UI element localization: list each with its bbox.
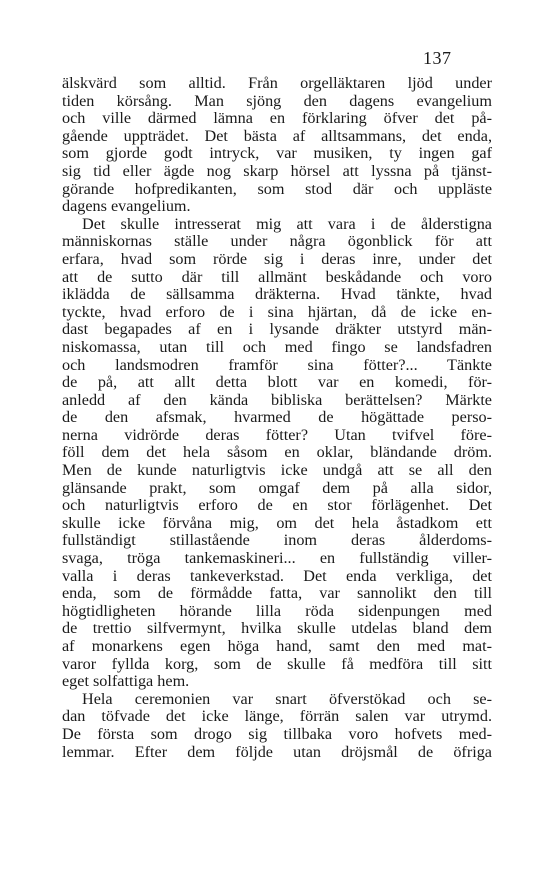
text-line: eget solfattiga hem.: [62, 672, 190, 691]
text-line: och landsmodren framför sina fötter?... Tänkte: [62, 355, 492, 374]
text-line: tyckte, hvad erforo de i sina hjärtan, då de icke en-: [62, 302, 492, 321]
text-line: människornas ställe under några ögonblick för att: [62, 232, 492, 251]
text-line: anledd af den kända bibliska berättelsen? Märkte: [62, 390, 492, 409]
text-line: Men de kunde naturligtvis icke undgå att se all den: [62, 461, 492, 480]
text-line: föll dem det hela såsom en oklar, bländande dröm.: [62, 443, 492, 462]
text-line: niskomassa, utan till och med fingo se landsfadren: [62, 337, 492, 356]
text-line: att de sutto där till allmänt beskådande och voro: [62, 267, 492, 286]
text-line: varor fyllda korg, som de skulle få medföra till sitt: [62, 654, 492, 673]
text-line: iklädda de sällsamma dräkterna. Hvad tänkte, hvad: [62, 285, 492, 304]
text-line: de på, att allt detta blott var en komedi, för-: [62, 373, 492, 392]
body-text: [62, 75, 492, 761]
text-line: skulle icke förvåna mig, om det hela åstadkom ett: [62, 513, 492, 532]
text-line: sig tid eller ägde nog skarp hörsel att lyssna på tjänst-: [62, 161, 492, 180]
text-line: Det skulle intresserat mig att vara i de ålderstigna: [82, 214, 492, 233]
text-line: erfara, hvad som rörde sig i deras inre, under det: [62, 249, 492, 268]
text-line: de den afsmak, hvarmed de högättade perso-: [62, 408, 492, 427]
text-line: tiden körsång. Man sjöng den dagens evangelium: [62, 91, 492, 110]
text-line: de trettio silfvermynt, hvilka skulle utdelas bland dem: [62, 619, 492, 638]
text-line: högtidligheten hörande lilla röda sidenpungen med: [62, 601, 492, 620]
text-line: fullständigt stillastående inom deras ålderdoms-: [62, 531, 492, 550]
text-line: och naturligtvis erforo de en stor förlägenhet. Det: [62, 496, 492, 515]
text-line: och ville därmed lämna en förklaring öfver det på-: [62, 109, 492, 128]
text-line: enda, som de förmådde fatta, var sannolikt den till: [62, 584, 492, 603]
text-line: dagens evangelium.: [62, 197, 191, 216]
text-line: gående uppträdet. Det bästa af alltsammans, det enda,: [62, 126, 492, 145]
text-line: älskvärd som alltid. Från orgelläktaren ljöd under: [62, 74, 492, 92]
text-line: dan töfvade det icke länge, förrän salen var utrymd.: [62, 707, 492, 726]
text-line: lemmar. Efter dem följde utan dröjsmål de öfriga: [62, 742, 492, 761]
text-line: Hela ceremonien var snart öfverstökad och se-: [82, 689, 492, 708]
text-line: nerna vidrörde deras fötter? Utan tvifvel före-: [62, 425, 492, 444]
text-line: som gjorde godt intryck, var musiken, ty ingen gaf: [62, 144, 492, 163]
text-line: svaga, tröga tankemaskineri... en fullständig viller-: [62, 549, 492, 568]
text-line: görande hofpredikanten, som stod där och uppläste: [62, 179, 492, 198]
text-line: af monarkens egen höga hand, samt den med mat-: [62, 637, 492, 655]
text-line: glänsande prakt, som omgaf dem på alla sidor,: [62, 478, 492, 497]
text-line: valla i deras tankeverkstad. Det enda verkliga, det: [62, 566, 492, 585]
page-number: 137: [423, 48, 452, 68]
text-line: De första som drogo sig tillbaka voro hofvets med-: [62, 724, 492, 743]
text-line: dast begapades af en i lysande dräkter utstyrd män-: [62, 320, 492, 339]
